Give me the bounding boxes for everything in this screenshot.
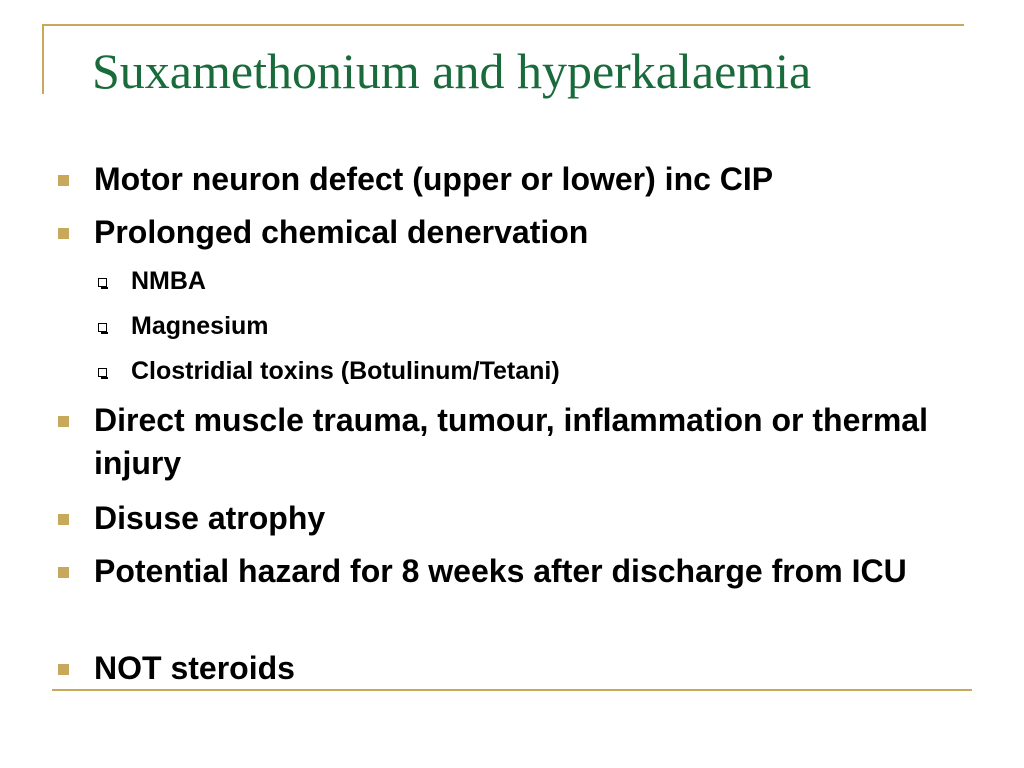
- bullet-item: [94, 211, 974, 254]
- sub-bullet-item: [131, 356, 1011, 386]
- sub-bullet-item: [131, 311, 1011, 341]
- bullet-text: Direct muscle trauma, tumour, inflammation or thermal injury: [94, 402, 928, 481]
- checkbox-bullet-icon: [98, 368, 107, 377]
- bullet-text: NOT steroids: [94, 650, 295, 686]
- sub-bullet-text: NMBA: [131, 267, 206, 295]
- slide-title: Suxamethonium and hyperkalaemia: [92, 43, 812, 99]
- bullet-item: [94, 399, 944, 485]
- bullet-text: Disuse atrophy: [94, 500, 326, 536]
- square-bullet-icon: [58, 514, 69, 525]
- sub-bullet-text: Magnesium: [131, 312, 269, 340]
- square-bullet-icon: [58, 228, 69, 239]
- bullet-text: Potential hazard for 8 weeks after discharge from ICU: [94, 553, 907, 589]
- square-bullet-icon: [58, 567, 69, 578]
- sub-bullet-text: Clostridial toxins (Botulinum/Tetani): [131, 357, 560, 385]
- checkbox-bullet-icon: [98, 278, 107, 287]
- frame-bottom-rule: [52, 689, 972, 691]
- square-bullet-icon: [58, 664, 69, 675]
- bullet-item: [94, 497, 974, 540]
- sub-bullet-item: [131, 266, 1011, 296]
- bullet-text: Motor neuron defect (upper or lower) inc CIP: [94, 161, 774, 197]
- bullet-text: Prolonged chemical denervation: [94, 214, 589, 250]
- square-bullet-icon: [58, 175, 69, 186]
- bullet-item: [94, 158, 974, 201]
- bullet-item: [94, 647, 974, 690]
- bullet-item: [94, 550, 974, 593]
- checkbox-bullet-icon: [98, 323, 107, 332]
- square-bullet-icon: [58, 416, 69, 427]
